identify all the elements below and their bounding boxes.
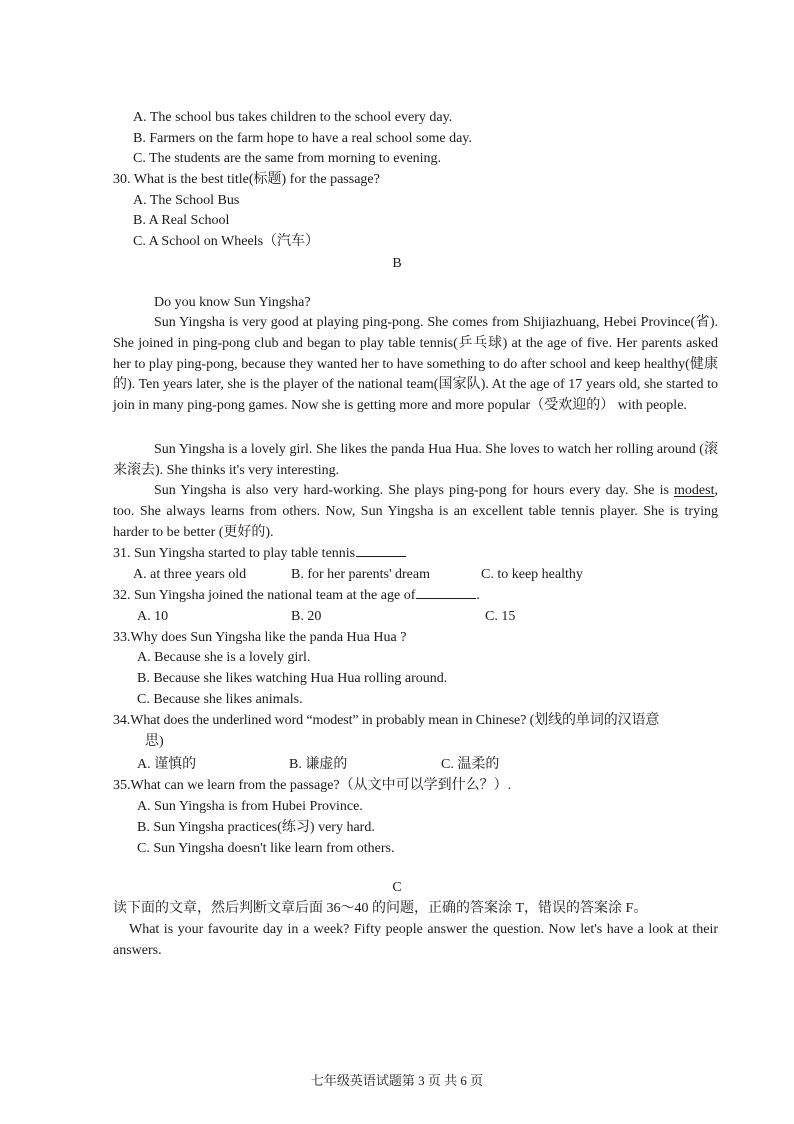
q31-question: 31. Sun Yingsha started to play table tennis	[113, 546, 356, 561]
q35-option-b: B. Sun Yingsha practices(练习) very hard.	[137, 820, 375, 835]
q31-option-c: C. to keep healthy	[481, 567, 583, 582]
underlined-word-modest: modest	[674, 483, 715, 498]
q33-option-b: B. Because she likes watching Hua Hua rolling around.	[137, 671, 448, 686]
q33-question: 33.Why does Sun Yingsha like the panda Hua Hua ?	[113, 630, 407, 645]
q30-option-a: A. The School Bus	[133, 193, 240, 208]
section-b-intro: Do you know Sun Yingsha?	[154, 295, 311, 310]
q33-option-a: A. Because she is a lovely girl.	[137, 650, 311, 665]
q30-option-b: B. A Real School	[133, 213, 230, 228]
q33-option-c: C. Because she likes animals.	[137, 692, 303, 707]
q29-option-b: B. Farmers on the farm hope to have a real school some day.	[133, 131, 472, 146]
q32-question-end: .	[476, 588, 480, 603]
page-footer: 七年级英语试题第 3 页 共 6 页	[310, 1073, 484, 1088]
section-b-paragraph-1: Sun Yingsha is very good at playing ping-pong. She comes from Shijiazhuang, Hebei Province(省). She joined in ping-pong club and began to play table tennis(乒乓球) at the age of five. Her parents asked her to play ping-pong, because they wanted her to have something to do after school and keep healthy(健康的). Ten years later, she is the player of the national team(国家队). At the age of 17 years old, she started to join in many ping-pong games. Now she is getting more and more popular（受欢迎的） with people.	[113, 315, 718, 414]
q32-option-a: A. 10	[137, 609, 169, 624]
section-c-paragraph-1: What is your favourite day in a week? Fifty people answer the question. Now let's have a look at their answers.	[113, 922, 718, 958]
q31-question-line	[113, 544, 406, 564]
section-b-paragraph-2: Sun Yingsha is a lovely girl. She likes the panda Hua Hua. She loves to watch her rolling around (滚来滚去). She thinks it's very interesting.	[113, 442, 718, 478]
q30-question: 30. What is the best title(标题) for the passage?	[113, 172, 380, 187]
section-b-heading: B	[392, 256, 402, 271]
q31-answer-blank	[356, 544, 406, 557]
q32-answer-blank	[416, 586, 476, 599]
q32-option-b: B. 20	[291, 609, 322, 624]
paragraph-3-end: , too. She always learns from others. Now, Sun Yingsha is an excellent table tennis player. She is trying harder to be better (更好的).	[113, 483, 718, 540]
q31-option-b: B. for her parents' dream	[291, 567, 430, 582]
q30-option-c: C. A School on Wheels（汽车）	[133, 234, 320, 249]
q35-question: 35.What can we learn from the passage?（从文中可以学到什么？）.	[113, 778, 512, 793]
q35-option-c: C. Sun Yingsha doesn't like learn from others.	[137, 841, 395, 856]
q32-options	[137, 607, 717, 627]
q29-option-a: A. The school bus takes children to the school every day.	[133, 110, 453, 125]
section-b-paragraph-3	[113, 481, 718, 543]
q29-option-c: C. The students are the same from morning to evening.	[133, 151, 442, 166]
q31-options	[133, 565, 713, 585]
q32-question-line	[113, 586, 480, 606]
section-c-instruction: 读下面的文章，然后判断文章后面 36～40 的问题，正确的答案涂 T，错误的答案涂 F。	[113, 901, 648, 916]
paragraph-3-start: Sun Yingsha is also very hard-working. She plays ping-pong for hours every day. She is	[154, 483, 675, 498]
q34-option-b: B. 谦虚的	[289, 757, 348, 772]
q32-option-c: C. 15	[485, 609, 516, 624]
q32-question: 32. Sun Yingsha joined the national team at the age of	[113, 588, 416, 603]
section-c-heading: C	[392, 880, 402, 895]
q34-option-a: A. 谨慎的	[137, 757, 197, 772]
q34-question: 34.What does the underlined word “modest” in probably mean in Chinese? (划线的单词的汉语意	[113, 713, 660, 728]
q34-question-cont: 思)	[145, 734, 164, 749]
q35-option-a: A. Sun Yingsha is from Hubei Province.	[137, 799, 363, 814]
q34-option-c: C. 温柔的	[441, 757, 500, 772]
q34-options	[137, 755, 717, 775]
q31-option-a: A. at three years old	[133, 567, 247, 582]
